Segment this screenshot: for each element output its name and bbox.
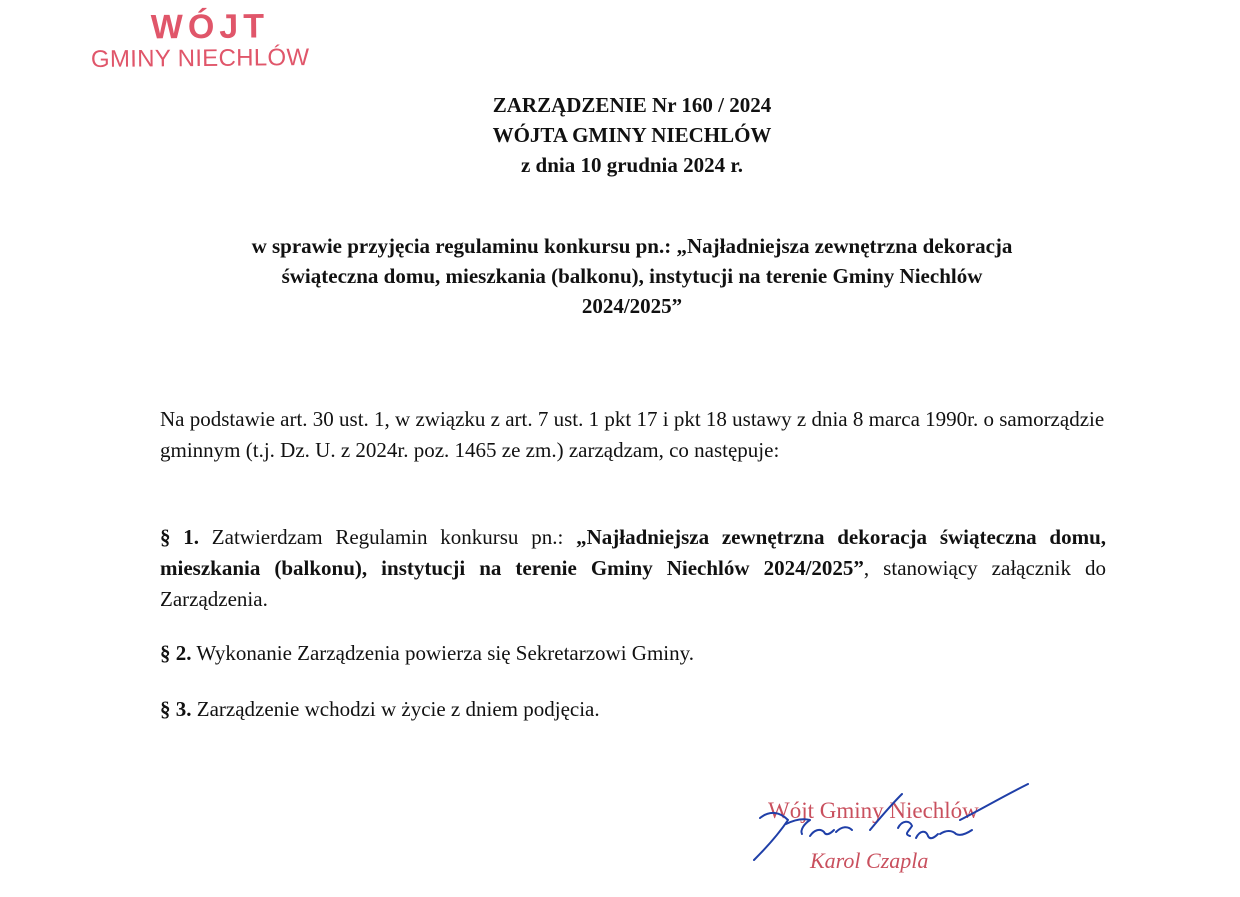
paragraph-3-marker: § 3. (160, 697, 192, 721)
paragraph-2 (160, 638, 1106, 669)
paragraph-1-contest-title: „Najładniejsza zewnętrzna dekoracja świąteczna domu, mieszkania (balkonu), instytucji na terenie Gminy Niechlów 2024/2025” (160, 525, 1107, 580)
ordinance-date: z dnia 10 grudnia 2024 r. (520, 153, 744, 177)
subject-line-3: 2024/2025” (581, 294, 683, 318)
subject-line-2: świąteczna domu, mieszkania (balkonu), instytucji na terenie Gminy Niechlów (281, 264, 983, 288)
paragraph-2-marker: § 2. (160, 641, 192, 665)
paragraph-1 (160, 522, 1106, 615)
paragraph-1-lead: Zatwierdzam Regulamin konkursu pn.: (199, 525, 577, 549)
legal-basis-paragraph: Na podstawie art. 30 ust. 1, w związku z art. 7 ust. 1 pkt 17 i pkt 18 ustawy z dnia 8 marca 1990r. o samorządzie gminnym (t.j. Dz. U. z 2024r. poz. 1465 ze zm.) zarządzam, co następuje: (160, 407, 1105, 462)
ordinance-number: ZARZĄDZENIE Nr 160 / 2024 (492, 93, 772, 117)
paragraph-3 (160, 694, 1106, 725)
stamp-line-wojt: WÓJT (150, 7, 270, 47)
paragraph-3-text: Zarządzenie wchodzi w życie z dniem podjęcia. (191, 697, 600, 721)
wojt-stamp (80, 7, 321, 73)
subject-line-1: w sprawie przyjęcia regulaminu konkursu pn.: „Najładniejsza zewnętrzna dekoracja (251, 234, 1013, 258)
handwritten-signature (740, 780, 1040, 890)
document-header (0, 90, 1240, 180)
signature-block (740, 780, 1040, 890)
stamp-line-gmina: GMINY NIECHLÓW (90, 44, 310, 73)
paragraph-2-text: Wykonanie Zarządzenia powierza się Sekretarzowi Gminy. (191, 641, 695, 665)
ordinance-subject (150, 231, 1114, 321)
signature-stamp-name: Karol Czapla (810, 848, 929, 873)
issuer: WÓJTA GMINY NIECHLÓW (492, 123, 772, 147)
paragraph-1-marker: § 1. (160, 525, 200, 549)
signature-stamp-title: Wójt Gminy Niechlów (768, 798, 979, 823)
paragraph-1-tail: , stanowiący załącznik do Zarządzenia. (160, 556, 1106, 611)
